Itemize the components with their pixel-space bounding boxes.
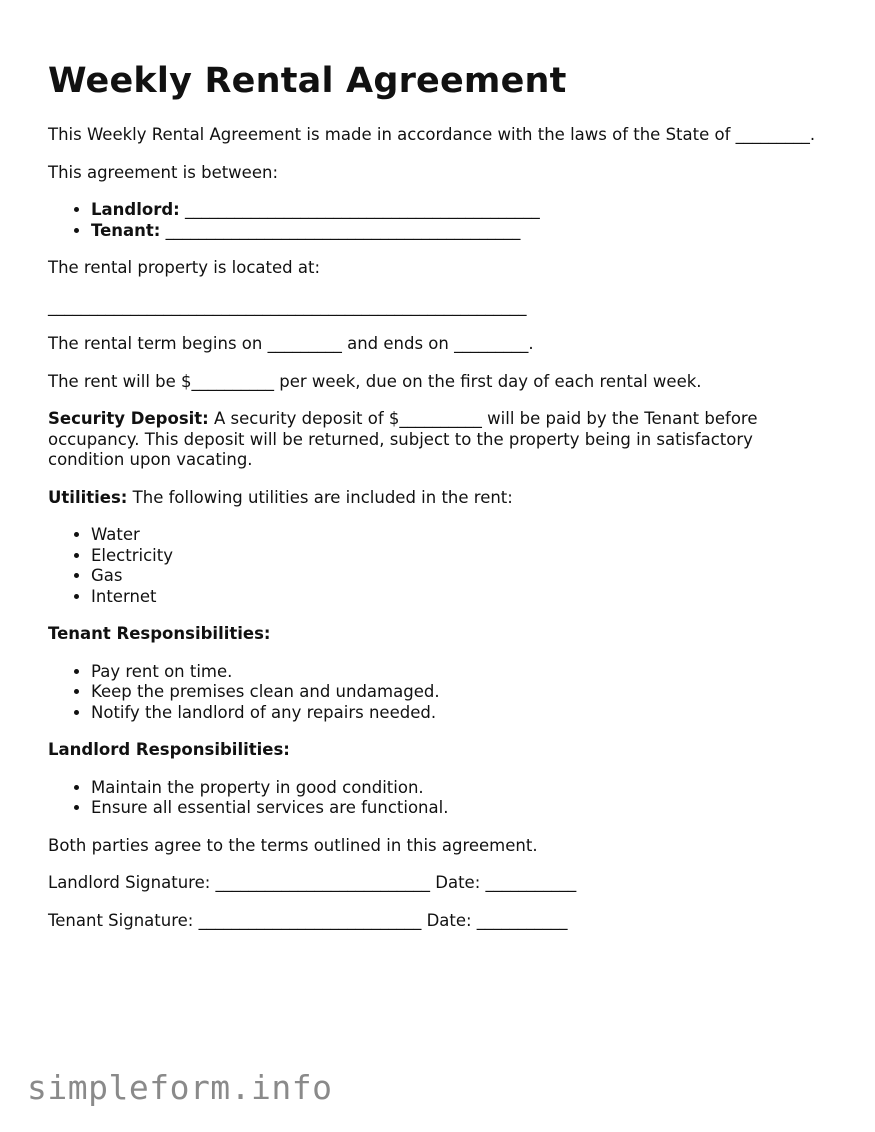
property-label: The rental property is located at: — [48, 258, 321, 277]
list-item: • Maintain the property in good condition. — [91, 778, 828, 799]
list-item: • Keep the premises clean and undamaged. — [91, 682, 828, 703]
security-deposit-label: Security Deposit: — [48, 409, 209, 428]
rent-amount: The rent will be $__________ per week, due on the first day of each rental week. — [48, 371, 702, 391]
security-deposit-text: A security deposit of $__________ will be paid by the Tenant before occupancy. This deposit will be returned, subject to the property being in satisfactory condition upon vacating. — [48, 409, 758, 469]
landlord-responsibilities-heading — [48, 740, 828, 761]
tenant-responsibilities-heading-text: Tenant Responsibilities: — [48, 624, 271, 643]
tenant-responsibilities-heading — [48, 624, 828, 645]
list-item: • Notify the landlord of any repairs needed. — [91, 703, 828, 724]
document-title: Weekly Rental Agreement — [48, 61, 567, 101]
parties-list — [48, 200, 828, 241]
agreement-statement: Both parties agree to the terms outlined in this agreement. — [48, 835, 538, 855]
list-item: • Pay rent on time. — [91, 662, 828, 683]
landlord-signature-line: Landlord Signature: __________________________ Date: ___________ — [48, 873, 577, 892]
party-tenant-label: Tenant: — [91, 220, 161, 240]
list-item: • Electricity — [91, 546, 828, 567]
site-watermark: simpleform.info — [27, 1068, 333, 1107]
intro-paragraph: This Weekly Rental Agreement is made in accordance with the laws of the State of _________. — [48, 125, 816, 144]
list-item: • Internet — [91, 587, 828, 608]
tenant-signature-line: Tenant Signature: ___________________________ Date: ___________ — [48, 910, 568, 930]
parties-intro: This agreement is between: — [48, 162, 279, 182]
security-deposit-paragraph — [48, 409, 828, 471]
list-item: • Ensure all essential services are functional. — [91, 798, 828, 819]
party-landlord-label: Landlord: — [91, 200, 180, 219]
utilities-paragraph — [48, 488, 828, 509]
utilities-text: The following utilities are included in the rent: — [127, 487, 513, 507]
party-tenant-blank: ___________________________________________ — [160, 220, 521, 240]
document-page — [48, 58, 828, 948]
utilities-label: Utilities: — [48, 487, 128, 507]
landlord-responsibilities-heading-text: Landlord Responsibilities: — [48, 740, 290, 759]
party-tenant — [91, 221, 828, 242]
party-landlord-blank: ___________________________________________ — [179, 200, 540, 219]
list-item: • Gas — [91, 566, 828, 587]
party-landlord — [91, 200, 828, 221]
utilities-list — [48, 525, 828, 607]
list-item: • Water — [91, 525, 828, 546]
rental-term: The rental term begins on _________ and ends on _________. — [48, 334, 534, 353]
tenant-responsibilities-list — [48, 662, 828, 724]
property-address-blank: __________________________________________________________ — [48, 296, 527, 316]
landlord-responsibilities-list — [48, 778, 828, 819]
